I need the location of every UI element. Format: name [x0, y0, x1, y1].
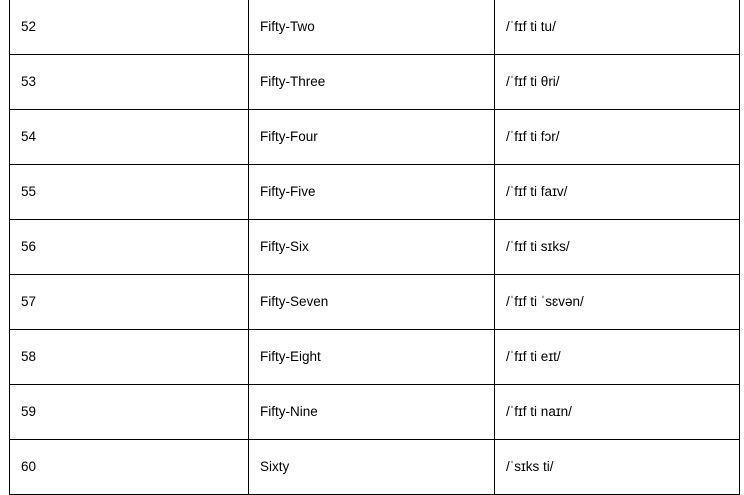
cell-number: 60	[10, 440, 249, 495]
cell-ipa: /ˈfɪf ti sɪks/	[495, 220, 740, 275]
cell-number: 59	[10, 385, 249, 440]
cell-ipa: /ˈfɪf ti ˈsɛvən/	[495, 275, 740, 330]
cell-ipa: /ˈfɪf ti fɔr/	[495, 110, 740, 165]
cell-word: Fifty-Eight	[249, 330, 495, 385]
table-row	[10, 110, 740, 165]
cell-ipa: /ˈfɪf ti tu/	[495, 0, 740, 55]
cell-number: 56	[10, 220, 249, 275]
table-row	[10, 220, 740, 275]
cell-word: Fifty-Two	[249, 0, 495, 55]
numbers-table	[9, 0, 740, 495]
table-row	[10, 0, 740, 55]
cell-ipa: /ˈfɪf ti naɪn/	[495, 385, 740, 440]
cell-word: Sixty	[249, 440, 495, 495]
cell-ipa: /ˈfɪf ti faɪv/	[495, 165, 740, 220]
table-row	[10, 385, 740, 440]
cell-word: Fifty-Seven	[249, 275, 495, 330]
table-row	[10, 440, 740, 495]
cell-word: Fifty-Three	[249, 55, 495, 110]
cell-ipa: /ˈsɪks ti/	[495, 440, 740, 495]
cell-number: 54	[10, 110, 249, 165]
cell-word: Fifty-Nine	[249, 385, 495, 440]
table-body	[10, 0, 740, 495]
cell-word: Fifty-Six	[249, 220, 495, 275]
cell-word: Fifty-Four	[249, 110, 495, 165]
cell-number: 52	[10, 0, 249, 55]
cell-ipa: /ˈfɪf ti θri/	[495, 55, 740, 110]
table-row	[10, 55, 740, 110]
table-row	[10, 275, 740, 330]
cell-ipa: /ˈfɪf ti eɪt/	[495, 330, 740, 385]
cell-number: 58	[10, 330, 249, 385]
cell-number: 57	[10, 275, 249, 330]
cell-number: 53	[10, 55, 249, 110]
table-row	[10, 165, 740, 220]
table-row	[10, 330, 740, 385]
cell-word: Fifty-Five	[249, 165, 495, 220]
cell-number: 55	[10, 165, 249, 220]
